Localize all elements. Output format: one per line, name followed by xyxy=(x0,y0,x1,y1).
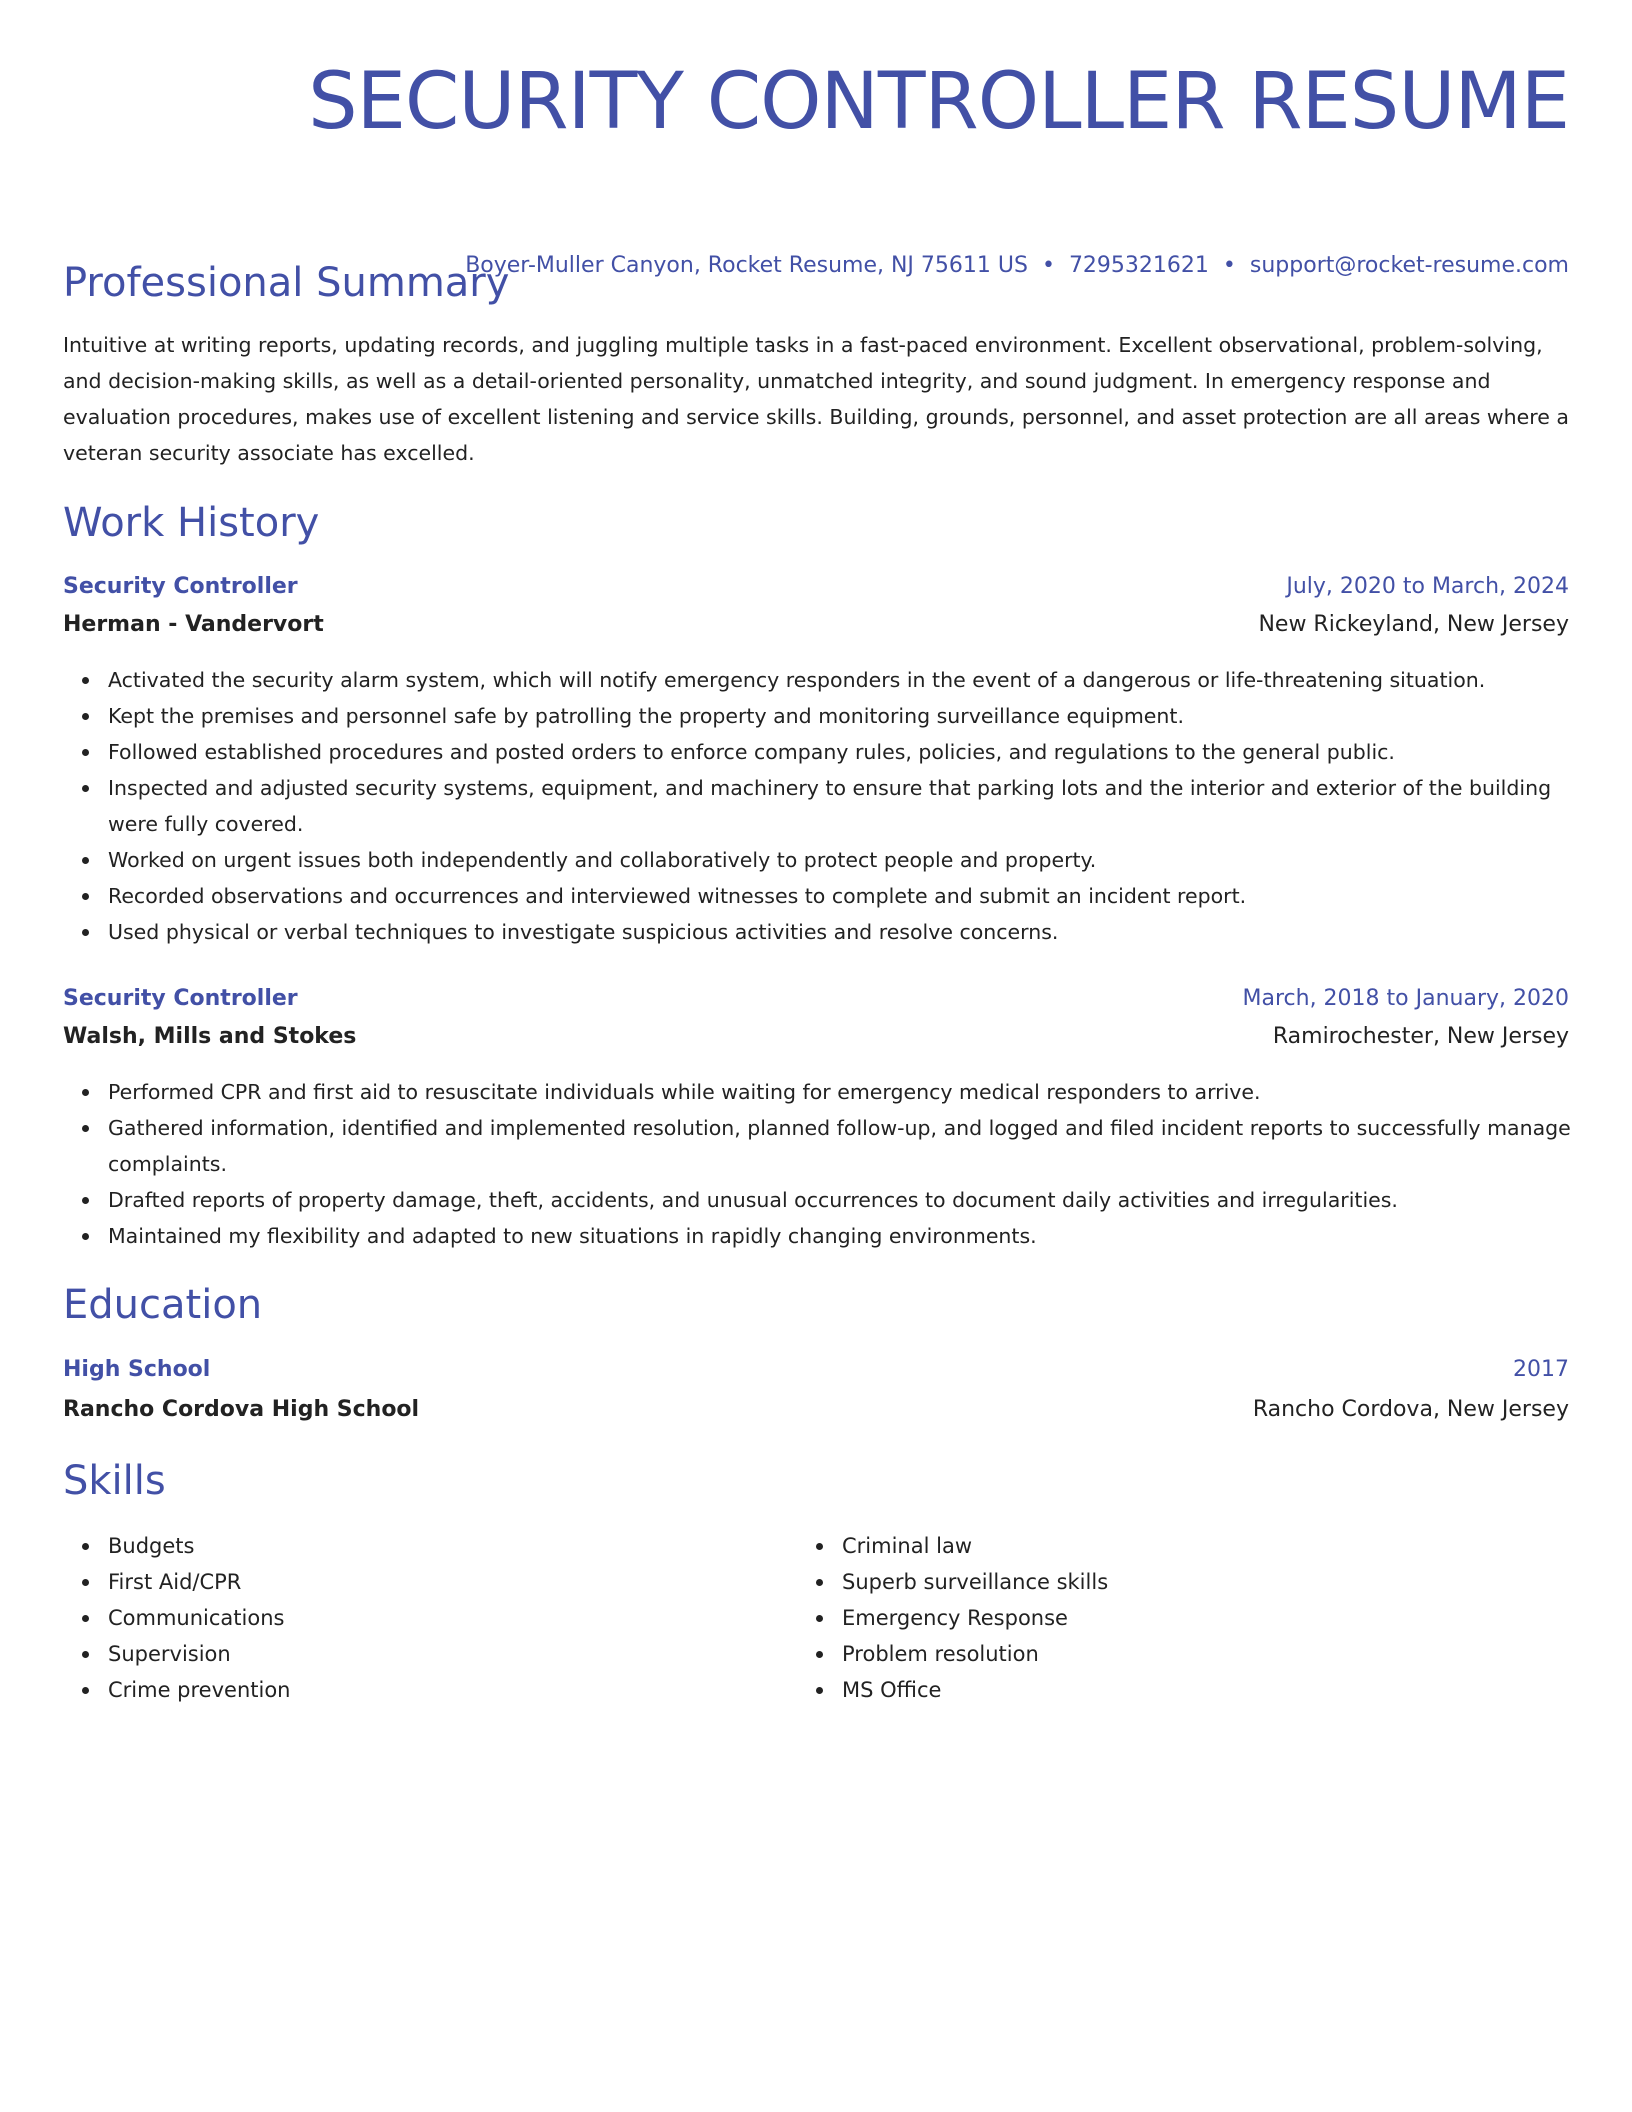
list-item: Gathered information, identified and implemented resolution, planned follow-up, and logged and filed incident reports to successfully manage complaints. xyxy=(108,1110,1573,1182)
job-2-location: Ramirochester, New Jersey xyxy=(1272,1024,1569,1049)
education-school: Rancho Cordova High School xyxy=(63,1397,420,1422)
summary-heading: Professional Summary xyxy=(63,260,510,306)
contact-address: Boyer-Muller Canyon, Rocket Resume, NJ 75611 US xyxy=(465,253,1028,278)
job-1-dates: July, 2020 to March, 2024 xyxy=(1286,574,1569,599)
list-item: Kept the premises and personnel safe by patrolling the property and monitoring surveillance equipment. xyxy=(108,698,1573,734)
education-degree-row xyxy=(63,1355,1569,1385)
list-item: Performed CPR and first aid to resuscitate individuals while waiting for emergency medical responders to arrive. xyxy=(108,1074,1573,1110)
skills-heading: Skills xyxy=(63,1458,166,1504)
skill-item: Superb surveillance skills xyxy=(842,1564,1497,1600)
skill-item: Emergency Response xyxy=(842,1600,1497,1636)
job-1-title: Security Controller xyxy=(63,574,298,599)
contact-separator: • xyxy=(1222,253,1236,278)
skill-item: Communications xyxy=(108,1600,763,1636)
education-year: 2017 xyxy=(1513,1357,1569,1382)
list-item: Activated the security alarm system, which will notify emergency responders in the event of a dangerous or life-threatening situation. xyxy=(108,662,1573,698)
skill-item: First Aid/CPR xyxy=(108,1564,763,1600)
education-school-row xyxy=(63,1395,1569,1425)
skills-list-left xyxy=(63,1528,763,1708)
contact-phone: 7295321621 xyxy=(1068,253,1209,278)
work-history-heading: Work History xyxy=(63,500,320,546)
job-2-role-row xyxy=(63,984,1569,1014)
skill-item: Supervision xyxy=(108,1636,763,1672)
job-1-org-row xyxy=(63,610,1569,640)
job-1-location: New Rickeyland, New Jersey xyxy=(1258,612,1569,637)
list-item: Maintained my flexibility and adapted to new situations in rapidly changing environments. xyxy=(108,1218,1573,1254)
list-item: Drafted reports of property damage, theft, accidents, and unusual occurrences to document daily activities and irregularities. xyxy=(108,1182,1573,1218)
skill-item: Crime prevention xyxy=(108,1672,763,1708)
job-1-role-row xyxy=(63,572,1569,602)
list-item: Followed established procedures and posted orders to enforce company rules, policies, and regulations to the general public. xyxy=(108,734,1573,770)
skill-item: MS Office xyxy=(842,1672,1497,1708)
contact-separator: • xyxy=(1041,253,1055,278)
job-2-company: Walsh, Mills and Stokes xyxy=(63,1024,357,1049)
list-item: Inspected and adjusted security systems, equipment, and machinery to ensure that parking lots and the interior and exterior of the building were fully covered. xyxy=(108,770,1573,842)
education-location: Rancho Cordova, New Jersey xyxy=(1252,1397,1569,1422)
contact-line xyxy=(465,251,1569,281)
skill-item: Budgets xyxy=(108,1528,763,1564)
education-heading: Education xyxy=(63,1282,263,1328)
education-degree: High School xyxy=(63,1357,211,1382)
skill-item: Criminal law xyxy=(842,1528,1497,1564)
contact-email: support@rocket-resume.com xyxy=(1249,253,1569,278)
list-item: Worked on urgent issues both independently and collaboratively to protect people and property. xyxy=(108,842,1573,878)
job-2-bullets xyxy=(63,1074,1573,1254)
resume-title: SECURITY CONTROLLER RESUME xyxy=(308,57,1569,147)
skills-list-right xyxy=(797,1528,1497,1708)
summary-text: Intuitive at writing reports, updating records, and juggling multiple tasks in a fast-paced environment. Excellent observational, problem-solving, and decision-making skills, as well as a detail-oriented personality, unmatched integrity, and sound judgment. In emergency response and evaluation procedures, makes use of excellent listening and service skills. Building, grounds, personnel, and asset protection are all areas where a veteran security associate has excelled. xyxy=(63,333,1569,465)
job-2-dates: March, 2018 to January, 2020 xyxy=(1242,986,1569,1011)
list-item: Used physical or verbal techniques to investigate suspicious activities and resolve concerns. xyxy=(108,914,1573,950)
job-2-org-row xyxy=(63,1022,1569,1052)
list-item: Recorded observations and occurrences and interviewed witnesses to complete and submit an incident report. xyxy=(108,878,1573,914)
job-2-title: Security Controller xyxy=(63,986,298,1011)
job-1-bullets xyxy=(63,662,1573,950)
skill-item: Problem resolution xyxy=(842,1636,1497,1672)
job-1-company: Herman - Vandervort xyxy=(63,612,324,637)
